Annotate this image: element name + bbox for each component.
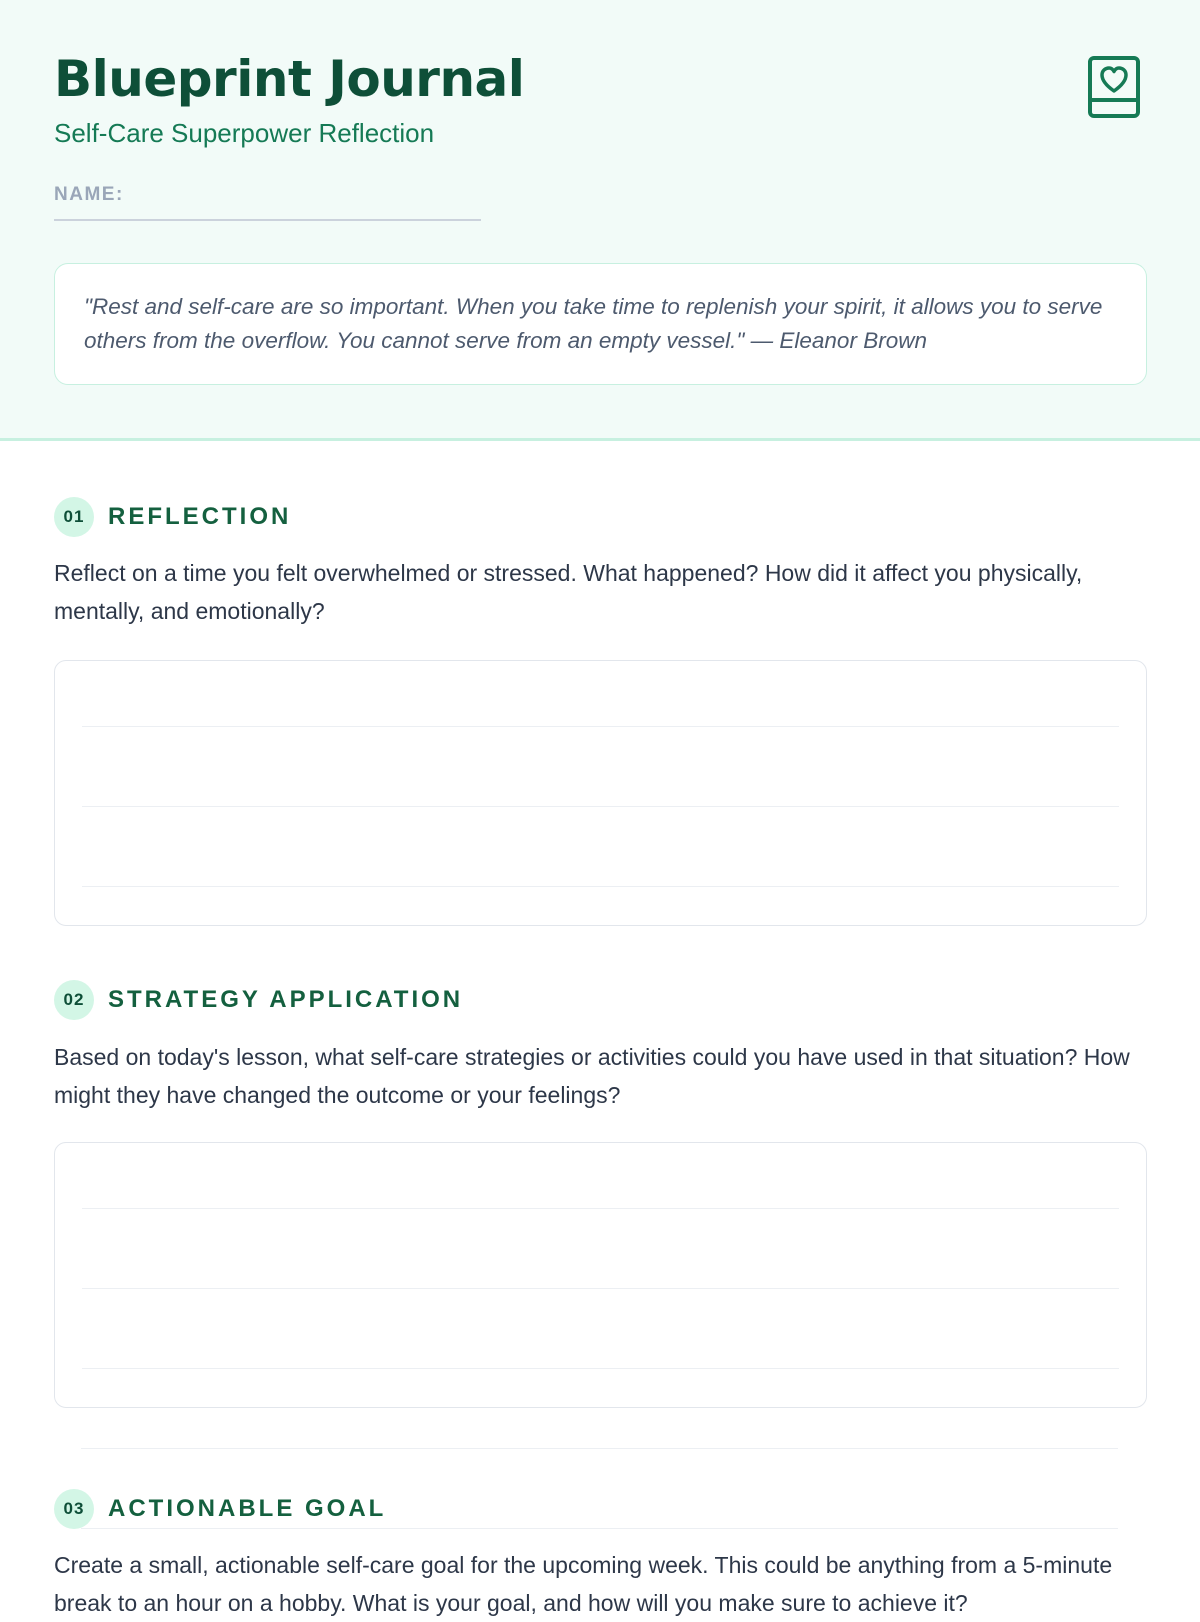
strategy-answer-box[interactable] — [54, 1142, 1147, 1408]
section-number-badge: 03 — [54, 1489, 94, 1529]
section-number-badge: 02 — [54, 980, 94, 1020]
quote-text: "Rest and self-care are so important. When you take time to replenish your spirit, it allows you to serve others from the overflow. You cannot serve from an empty vessel." — Eleanor Brown — [84, 294, 1103, 353]
writing-line — [82, 726, 1119, 727]
section-title: ACTIONABLE GOAL — [108, 1495, 387, 1522]
writing-line — [82, 1288, 1119, 1289]
book-heart-icon — [1087, 55, 1141, 119]
section-title: STRATEGY APPLICATION — [108, 986, 464, 1013]
section-goal-header — [54, 1489, 504, 1529]
section-prompt: Based on today's lesson, what self-care strategies or activities could you have used in that situation? How might they have changed the outcome or your feelings? — [54, 1044, 1130, 1108]
reflection-answer-box[interactable] — [54, 660, 1147, 926]
writing-line — [82, 1208, 1119, 1209]
journal-header — [0, 0, 1200, 441]
section-strategy-header — [54, 980, 554, 1020]
section-prompt: Reflect on a time you felt overwhelmed or stressed. What happened? How did it affect you physically, mentally, and emotionally? — [54, 560, 1083, 624]
writing-line — [81, 1448, 1118, 1449]
name-field[interactable] — [54, 219, 481, 221]
quote-box — [54, 263, 1147, 385]
name-label: NAME: — [54, 184, 124, 205]
writing-line — [82, 886, 1119, 887]
page-subtitle: Self-Care Superpower Reflection — [54, 118, 435, 148]
section-reflection-header — [54, 497, 454, 537]
writing-line — [82, 1368, 1119, 1369]
section-prompt: Create a small, actionable self-care goal for the upcoming week. This could be anything from a 5-minute break to an hour on a hobby. What is your goal, and how will you make sure to achieve it? — [54, 1552, 1113, 1616]
page-title: Blueprint Journal — [54, 50, 525, 108]
section-number-badge: 01 — [54, 497, 94, 537]
section-title: REFLECTION — [108, 503, 292, 530]
writing-line — [82, 806, 1119, 807]
